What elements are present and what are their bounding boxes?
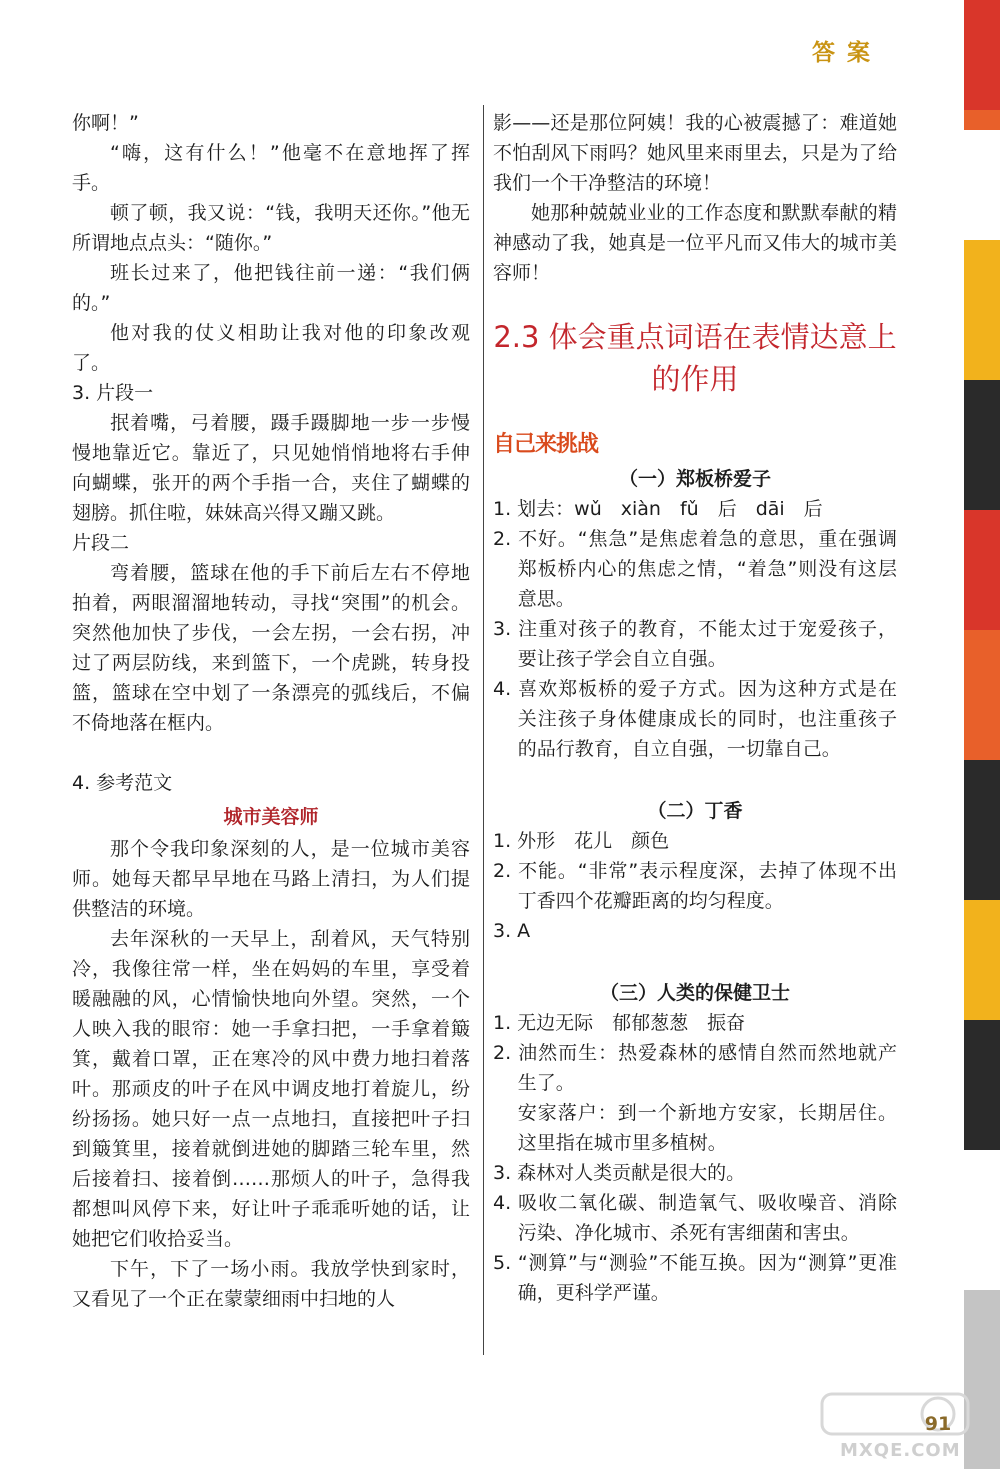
answer-item-extra: 安家落户：到一个新地方安家，长期居住。这里指在城市里多植树。	[517, 1102, 897, 1154]
answer-item: 1. 划去：wǔ xiàn fǔ 后 dāi 后	[493, 498, 823, 520]
answer-item: 2. 油然而生：热爱森林的感情自然而然地就产生了。	[493, 1042, 897, 1094]
answer-item: 2. 不好。“焦急”是焦虑着急的意思，重在强调郑板桥内心的焦虑之情，“着急”则没有这层意思。	[493, 528, 897, 610]
answer-item: 1. 外形 花儿 颜色	[493, 830, 670, 852]
section-title: 2.3 体会重点词语在表情达意上的作用	[493, 320, 897, 396]
segment-two: 弯着腰，篮球在他的手下前后左右不停地拍着，两眼溜溜地转动，寻找“突围”的机会。突然他加快了步伐，一会左拐，一会右拐，冲过了两层防线，来到篮下，一个虎跳，转身投篮，篮球在空中划了一条漂亮的弧线后，不偏不倚地落在框内。	[72, 562, 470, 734]
right-column	[493, 108, 897, 1308]
answer-item: 5. “测算”与“测验”不能互换。因为“测算”更准确，更科学严谨。	[493, 1252, 897, 1304]
text-line: 班长过来了，他把钱往前一递：“我们俩的。”	[72, 262, 470, 314]
left-column	[72, 108, 470, 1314]
answer-item: 3. 注重对孩子的教育，不能太过于宠爱孩子，要让孩子学会自立自强。	[493, 618, 897, 670]
item-4-label: 4. 参考范文	[72, 772, 173, 794]
answer-item: 4. 吸收二氧化碳、制造氧气、吸收噪音、消除污染、净化城市、杀死有害细菌和害虫。	[493, 1192, 897, 1244]
item-3-label: 3. 片段一	[72, 382, 154, 404]
header-answer-label: 答案	[812, 40, 882, 66]
text-line: 你啊！”	[72, 112, 139, 134]
essay-paragraph: 去年深秋的一天早上，刮着风，天气特别冷，我像往常一样，坐在妈妈的车里，享受着暖融融的风，心情愉快地向外望。突然，一个人映入我的眼帘：她一手拿扫把，一手拿着簸箕，戴着口罩，正在寒冷的风中费力地扫着落叶。那顽皮的叶子在风中调皮地打着旋儿，纷纷扬扬。她只好一点一点地扫，直接把叶子扫到簸箕里，接着就倒进她的脚踏三轮车里，然后接着扫、接着倒……那烦人的叶子，急得我都想叫风停下来，好让叶子乖乖听她的话，让她把它们收拾妥当。	[72, 928, 470, 1250]
answer-item: 2. 不能。“非常”表示程度深，去掉了体现不出丁香四个花瓣距离的均匀程度。	[493, 860, 897, 912]
answer-item: 3. A	[493, 920, 531, 942]
part-2-title: （二）丁香	[647, 800, 743, 822]
text-line: 顿了顿，我又说：“钱，我明天还你。”他无所谓地点点头：“随你。”	[72, 202, 470, 254]
spacer	[72, 738, 470, 768]
spacer	[493, 946, 897, 976]
part-1-title: （一）郑板桥爱子	[618, 468, 771, 490]
essay-continued: 影——还是那位阿姨！我的心被震撼了：难道她不怕刮风下雨吗？她风里来雨里去，只是为了给我们一个干净整洁的环境！	[493, 112, 897, 194]
answer-item: 3. 森林对人类贡献是很大的。	[493, 1162, 746, 1184]
segment-one: 抿着嘴，弓着腰，蹑手蹑脚地一步一步慢慢地靠近它。靠近了，只见她悄悄地将右手伸向蝴蝶，张开的两个手指一合，夹住了蝴蝶的翅膀。抓住啦，妹妹高兴得又蹦又跳。	[72, 412, 470, 524]
essay-title: 城市美容师	[223, 806, 319, 828]
challenge-heading: 自己来挑战	[493, 432, 599, 457]
essay-paragraph: 她那种兢兢业业的工作态度和默默奉献的精神感动了我，她真是一位平凡而又伟大的城市美容师！	[493, 202, 897, 284]
column-divider	[483, 105, 484, 1355]
page-number: 91	[924, 1413, 952, 1435]
spacer	[493, 764, 897, 794]
edge-color-strip	[964, 0, 1000, 1469]
segment-two-label: 片段二	[72, 532, 130, 554]
text-line: 他对我的仗义相助让我对他的印象改观了。	[72, 322, 470, 374]
text-line: “嗨，这有什么！”他毫不在意地挥了挥手。	[72, 142, 470, 194]
essay-paragraph: 那个令我印象深刻的人，是一位城市美容师。她每天都早早地在马路上清扫，为人们提供整洁的环境。	[72, 838, 470, 920]
answer-item: 4. 喜欢郑板桥的爱子方式。因为这种方式是在关注孩子身体健康成长的同时，也注重孩子的品行教育，自立自强，一切靠自己。	[493, 678, 897, 760]
answer-item: 1. 无边无际 郁郁葱葱 振奋	[493, 1012, 746, 1034]
watermark-text: MXQE.COM	[840, 1440, 961, 1461]
essay-paragraph: 下午，下了一场小雨。我放学快到家时，又看见了一个正在蒙蒙细雨中扫地的人	[72, 1258, 470, 1310]
part-3-title: （三）人类的保健卫士	[599, 982, 790, 1004]
